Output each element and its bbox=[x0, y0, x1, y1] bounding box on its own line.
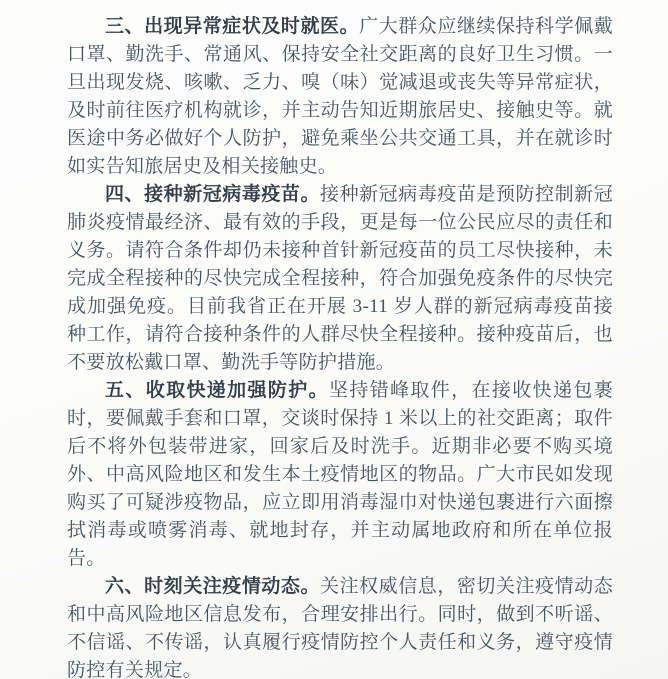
paragraph-5-heading: 五、收取快递加强防护。 bbox=[105, 380, 329, 401]
paragraph-4-vaccination bbox=[67, 181, 613, 377]
paragraph-3-seek-medical-care bbox=[67, 13, 613, 181]
paragraph-4-heading: 四、接种新冠病毒疫苗。 bbox=[105, 184, 321, 205]
paragraph-6-follow-updates bbox=[67, 573, 613, 679]
paragraph-5-body: 坚持错峰取件，在接收快递包裹时，要佩戴手套和口罩，交谈时保持 1 米以上的社交距离；取件后不将外包装带进家，回家后及时洗手。近期非必要不购买境外、中高风险地区和发生本土疫情地区的物品。广大市民如发现购买了可疑涉疫物品，应立即用消毒湿巾对快递包裹进行六面擦拭消毒或喷雾消毒、就地封存，并主动属地政府和所在单位报告。 bbox=[67, 380, 613, 569]
paragraph-3-heading: 三、出现异常症状及时就医。 bbox=[105, 16, 360, 37]
paragraph-5-parcel-protection bbox=[67, 377, 613, 573]
paragraph-6-heading: 六、时刻关注疫情动态。 bbox=[105, 576, 321, 597]
paragraph-3-body: 广大群众应继续保持科学佩戴口罩、勤洗手、常通风、保持安全社交距离的良好卫生习惯。一旦出现发烧、咳嗽、乏力、嗅（味）觉减退或丧失等异常症状，及时前往医疗机构就诊，并主动告知近期旅居史、接触史等。就医途中务必做好个人防护，避免乘坐公共交通工具，并在就诊时如实告知旅居史及相关接触史。 bbox=[67, 16, 613, 177]
document-body bbox=[67, 13, 613, 679]
paragraph-4-body: 接种新冠病毒疫苗是预防控制新冠肺炎疫情最经济、最有效的手段，更是每一位公民应尽的责任和义务。请符合条件却仍未接种首针新冠疫苗的员工尽快接种，未完成全程接种的尽快完成全程接种，符合加强免疫条件的尽快完成加强免疫。目前我省正在开展 3-11 岁人群的新冠病毒疫苗接种工作，请符合接种条件的人群尽快全程接种。接种疫苗后，也不要放松戴口罩、勤洗手等防护措施。 bbox=[67, 184, 613, 373]
paragraph-6-body: 关注权威信息，密切关注疫情动态和中高风险地区信息发布，合理安排出行。同时，做到不听谣、不信谣、不传谣，认真履行疫情防控个人责任和义务，遵守疫情防控有关规定。 bbox=[67, 576, 613, 679]
